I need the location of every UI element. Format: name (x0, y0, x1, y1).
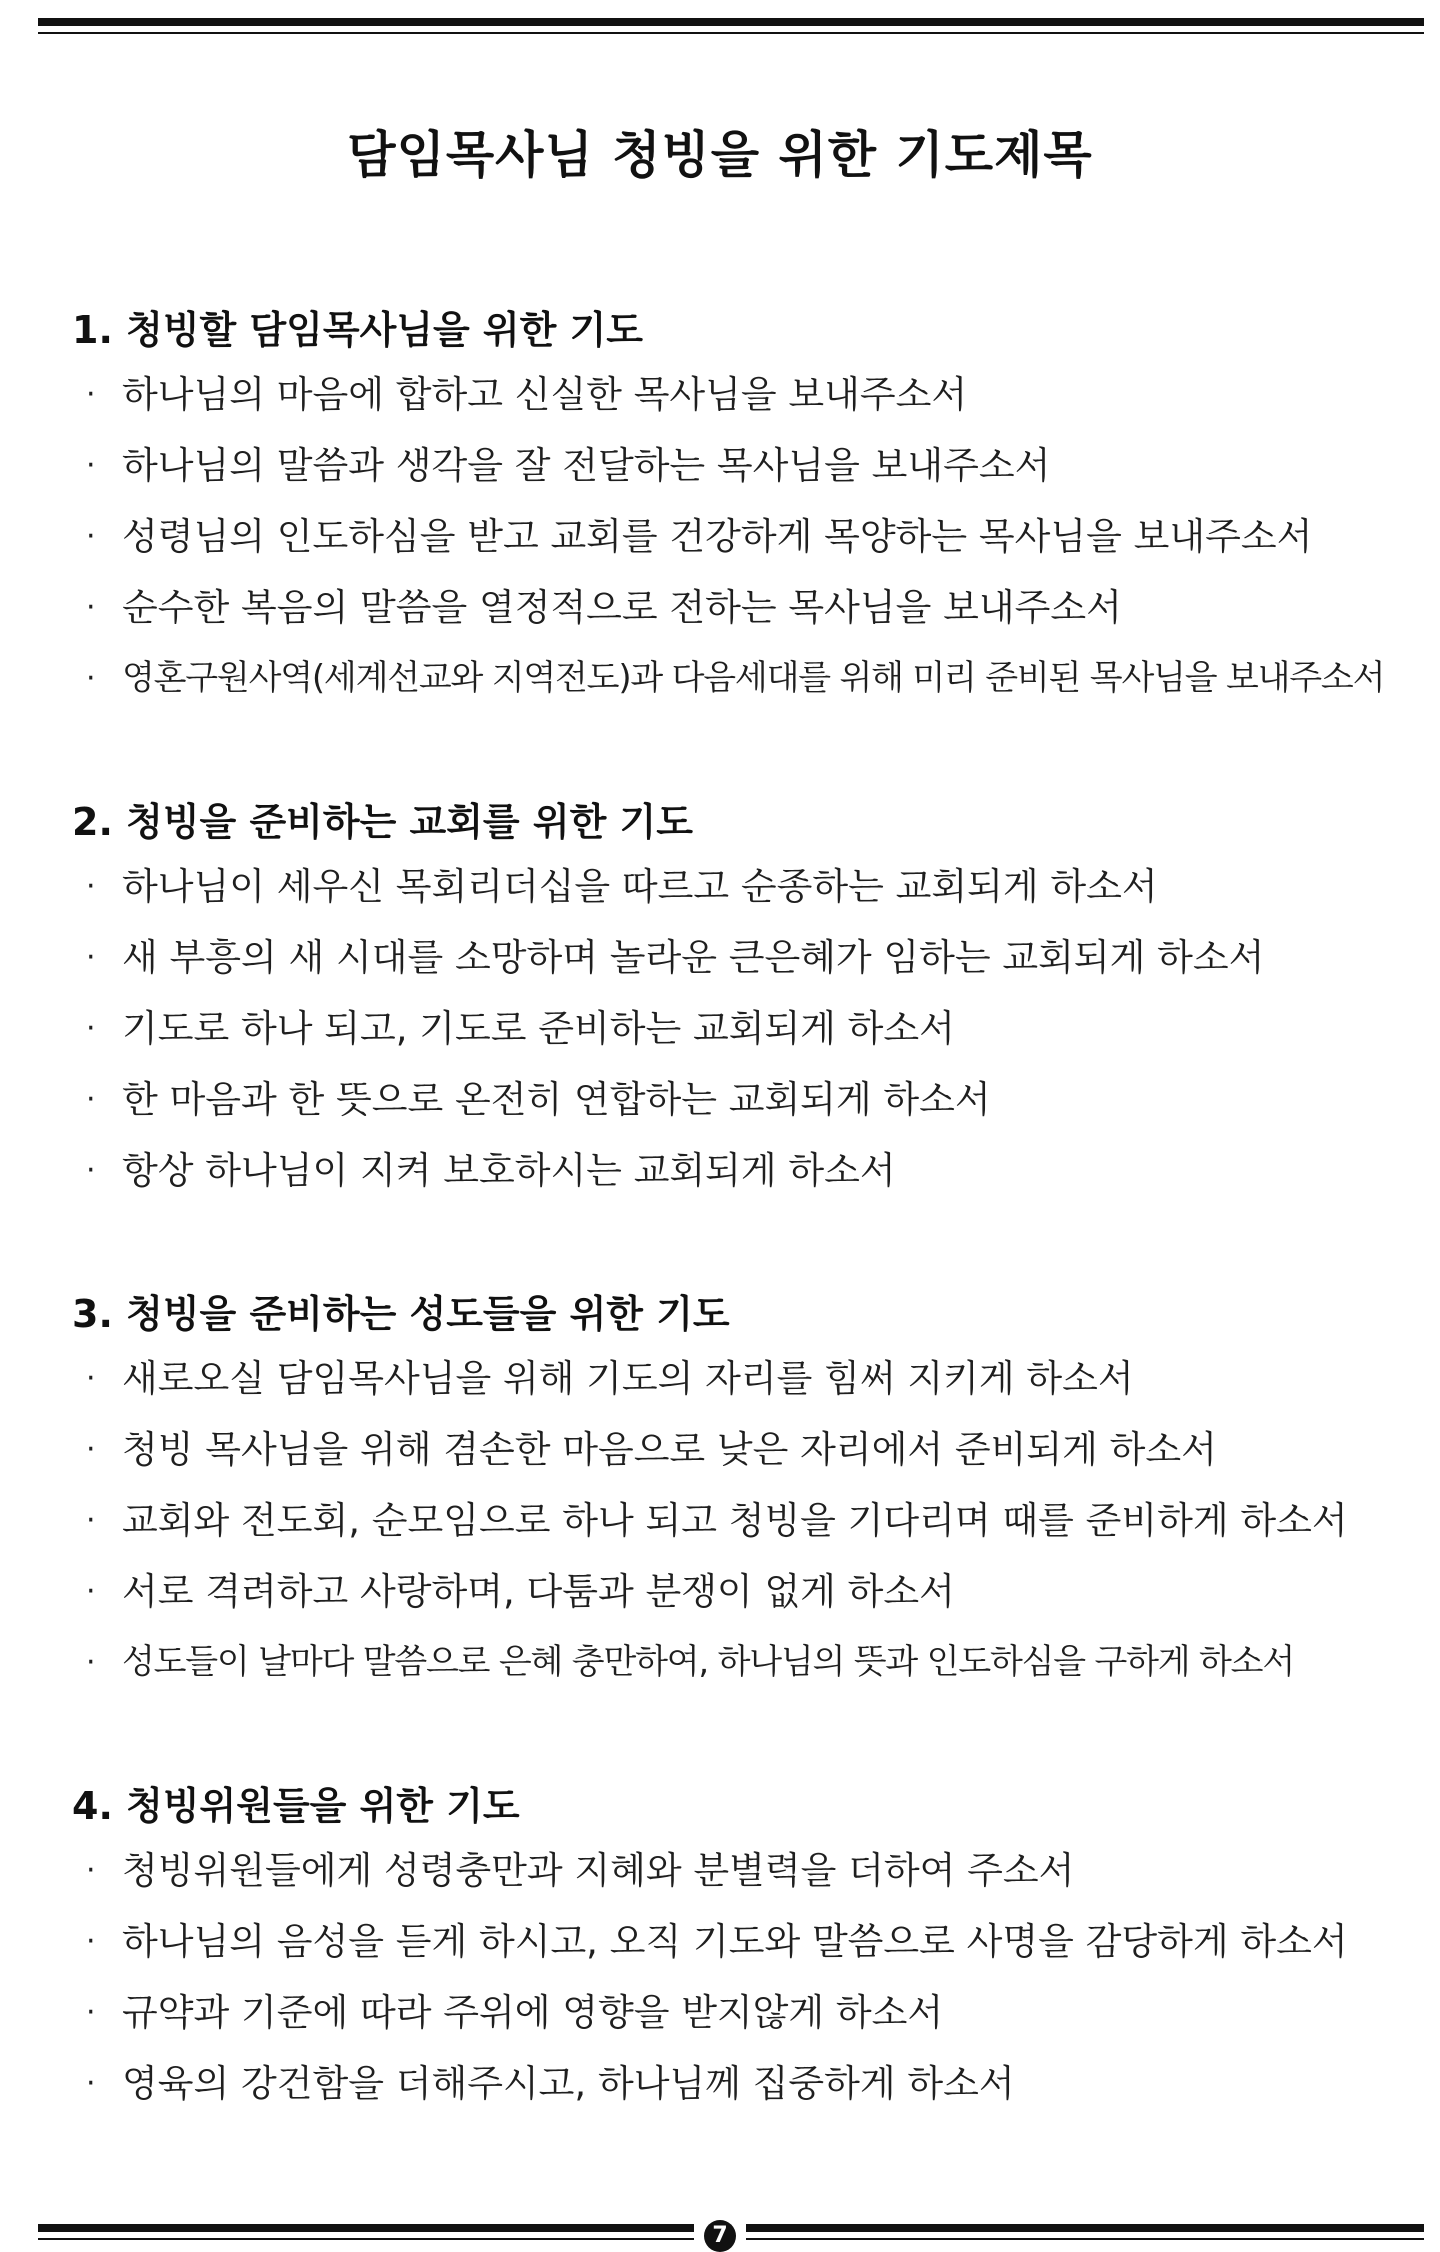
bullet-icon: · (86, 1361, 96, 1396)
list-item (72, 1135, 1432, 1206)
list-item (72, 1627, 1432, 1698)
top-rule-thin (38, 32, 1424, 34)
item-text: 영혼구원사역(세계선교와 지역전도)과 다음세대를 위해 미리 준비된 목사님을 보내주소서 (122, 658, 1385, 698)
list-item (72, 1906, 1432, 1977)
bullet-icon: · (86, 590, 96, 625)
bullet-icon: · (86, 1853, 96, 1888)
item-text: 하나님의 마음에 합하고 신실한 목사님을 보내주소서 (122, 373, 968, 416)
item-text: 서로 격려하고 사랑하며, 다툼과 분쟁이 없게 하소서 (122, 1570, 955, 1613)
list-item (72, 1556, 1432, 1627)
section-3 (72, 1285, 1432, 1698)
list-item (72, 572, 1432, 643)
bullet-icon: · (86, 1995, 96, 2030)
item-text: 하나님이 세우신 목회리더십을 따르고 순종하는 교회되게 하소서 (122, 865, 1158, 908)
bullet-icon: · (86, 377, 96, 412)
list-item (72, 1835, 1432, 1906)
item-text: 새 부흥의 새 시대를 소망하며 놀라운 큰은혜가 임하는 교회되게 하소서 (122, 936, 1265, 979)
bullet-icon: · (86, 1924, 96, 1959)
section-2 (72, 793, 1432, 1206)
section-heading: 4. 청빙위원들을 위한 기도 (72, 1784, 520, 1828)
section-heading: 2. 청빙을 준비하는 교회를 위한 기도 (72, 800, 693, 844)
list-item (72, 993, 1432, 1064)
top-rule-thick (38, 18, 1424, 26)
item-text: 새로오실 담임목사님을 위해 기도의 자리를 힘써 지키게 하소서 (122, 1357, 1134, 1400)
list-item (72, 1485, 1432, 1556)
item-text: 청빙위원들에게 성령충만과 지혜와 분별력을 더하여 주소서 (122, 1849, 1075, 1892)
item-text: 하나님의 말씀과 생각을 잘 전달하는 목사님을 보내주소서 (122, 444, 1051, 487)
item-text: 영육의 강건함을 더해주시고, 하나님께 집중하게 하소서 (122, 2062, 1015, 2105)
item-text: 한 마음과 한 뜻으로 온전히 연합하는 교회되게 하소서 (122, 1078, 991, 1121)
item-text: 기도로 하나 되고, 기도로 준비하는 교회되게 하소서 (122, 1007, 955, 1050)
list-item (72, 1977, 1432, 2048)
section-4 (72, 1777, 1432, 2119)
item-text: 성도들이 날마다 말씀으로 은혜 충만하여, 하나님의 뜻과 인도하심을 구하게 하소서 (122, 1642, 1294, 1682)
list-item (72, 1064, 1432, 1135)
footer-rule-right-thin (746, 2238, 1424, 2240)
bullet-icon: · (86, 1503, 96, 1538)
bullet-icon: · (86, 940, 96, 975)
item-text: 규약과 기준에 따라 주위에 영향을 받지않게 하소서 (122, 1991, 944, 2034)
bullet-icon: · (86, 1082, 96, 1117)
list-item (72, 1343, 1432, 1414)
item-text: 순수한 복음의 말씀을 열정적으로 전하는 목사님을 보내주소서 (122, 586, 1122, 629)
bullet-icon: · (86, 519, 96, 554)
section-1 (72, 301, 1432, 714)
item-text: 청빙 목사님을 위해 겸손한 마음으로 낮은 자리에서 준비되게 하소서 (122, 1428, 1217, 1471)
bullet-icon: · (86, 1645, 95, 1680)
footer-rule-left-thin (38, 2238, 694, 2240)
list-item (72, 2048, 1432, 2119)
list-item (72, 359, 1432, 430)
bullet-icon: · (86, 1153, 96, 1188)
bullet-icon: · (86, 2066, 96, 2101)
item-text: 교회와 전도회, 순모임으로 하나 되고 청빙을 기다리며 때를 준비하게 하소서 (122, 1499, 1348, 1542)
bullet-icon: · (86, 1432, 96, 1467)
footer-rule-left (38, 2224, 694, 2232)
section-heading: 1. 청빙할 담임목사님을 위한 기도 (72, 308, 643, 352)
page-title: 담임목사님 청빙을 위한 기도제목 (347, 126, 1093, 184)
item-text: 항상 하나님이 지켜 보호하시는 교회되게 하소서 (122, 1149, 896, 1192)
list-item (72, 501, 1432, 572)
bullet-icon: · (86, 1011, 96, 1046)
bullet-icon: · (86, 661, 95, 696)
list-item (72, 430, 1432, 501)
bullet-icon: · (86, 1574, 96, 1609)
item-text: 성령님의 인도하심을 받고 교회를 건강하게 목양하는 목사님을 보내주소서 (122, 515, 1313, 558)
section-heading: 3. 청빙을 준비하는 성도들을 위한 기도 (72, 1292, 730, 1336)
list-item (72, 851, 1432, 922)
list-item (72, 1414, 1432, 1485)
list-item (72, 922, 1432, 993)
bullet-icon: · (86, 869, 96, 904)
footer-rule-right (746, 2224, 1424, 2232)
page-number-badge: 7 (704, 2220, 736, 2252)
bullet-icon: · (86, 448, 96, 483)
list-item (72, 643, 1432, 714)
item-text: 하나님의 음성을 듣게 하시고, 오직 기도와 말씀으로 사명을 감당하게 하소서 (122, 1920, 1348, 1963)
